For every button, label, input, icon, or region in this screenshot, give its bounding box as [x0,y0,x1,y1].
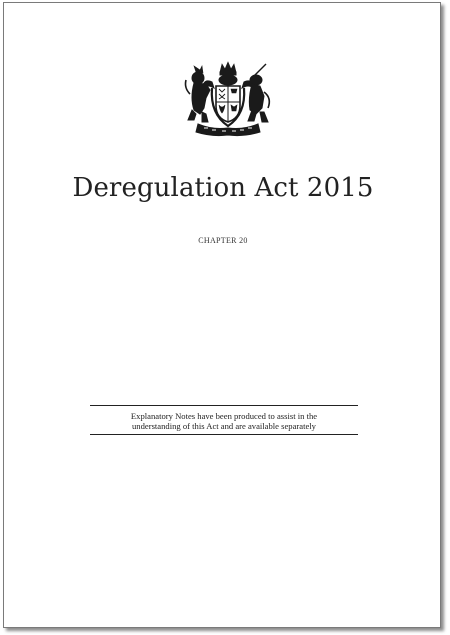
explanatory-notes-line: understanding of this Act and are available separately [132,421,316,431]
act-title: Deregulation Act 2015 [72,173,374,203]
document-cover-page [3,2,441,628]
chapter-number: CHAPTER 20 [198,236,248,245]
explanatory-notes-box [90,405,358,435]
explanatory-notes-line: Explanatory Notes have been produced to assist in the [130,411,318,421]
royal-coat-of-arms-icon [182,58,274,138]
